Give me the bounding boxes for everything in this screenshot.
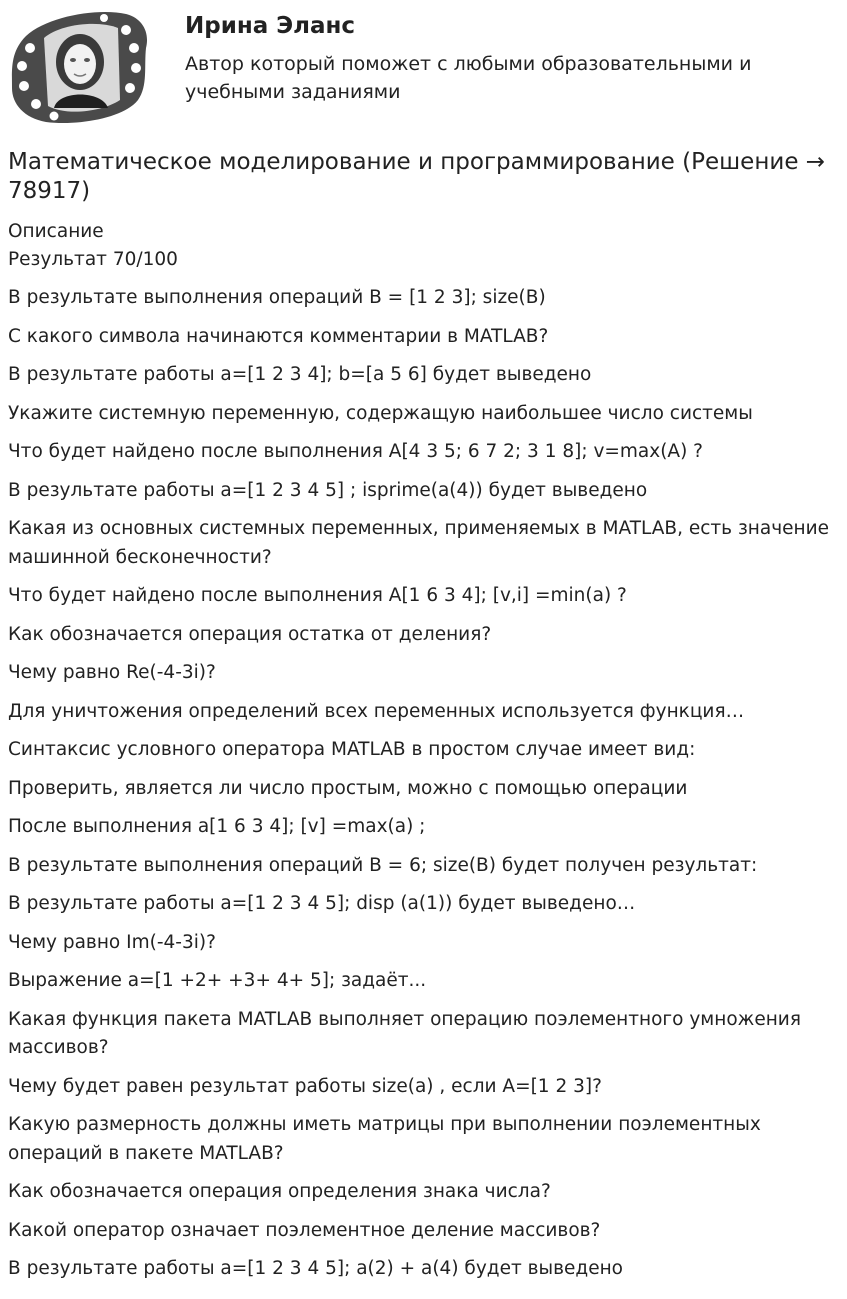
question-item: В результате работы a=[1 2 3 4 5]; disp (a(1)) будет выведено… — [8, 893, 636, 914]
author-description: Автор который поможет с любыми образовательными и учебными заданиями — [185, 53, 752, 103]
question-item: Что будет найдено после выполнения A[1 6 3 4]; [v,i] =min(a) ? — [8, 585, 627, 606]
question-item: Проверить, является ли число простым, можно с помощью операции — [8, 777, 688, 799]
author-avatar — [8, 8, 150, 126]
question-item: В результате работы a=[1 2 3 4]; b=[a 5 6] будет выведено — [8, 364, 592, 385]
result-text: Результат 70/100 — [8, 249, 178, 270]
question-item: Какая функция пакета MATLAB выполняет операцию поэлементного умножения массивов? — [8, 1008, 801, 1058]
question-item: Выражение a=[1 +2+ +3+ 4+ 5]; задаёт... — [8, 970, 427, 991]
question-item: Чему будет равен результат работы size(a) , если A=[1 2 3]? — [8, 1075, 602, 1097]
question-item: В результате работы a=[1 2 3 4 5]; a(2) + a(4) будет выведено — [8, 1258, 623, 1279]
question-item: С какого символа начинаются комментарии в MATLAB? — [8, 325, 549, 347]
question-item: После выполнения a[1 6 3 4]; [v] =max(a) ; — [8, 816, 426, 837]
question-item: Какую размерность должны иметь матрицы при выполнении поэлементных операций в пакете MATLAB? — [8, 1114, 761, 1164]
question-item: Чему равно Re(-4-3i)? — [8, 662, 216, 683]
main-content — [8, 148, 838, 1294]
question-item: Синтаксис условного оператора MATLAB в простом случае имеет вид: — [8, 739, 696, 760]
question-item: В результате выполнения операций B = 6; size(B) будет получен результат: — [8, 854, 758, 876]
description-label: Описание — [8, 221, 104, 242]
question-item: Как обозначается операция остатка от деления? — [8, 623, 492, 645]
question-item: Какая из основных системных переменных, применяемых в MATLAB, есть значение машинной бесконечности? — [8, 518, 830, 568]
question-list — [8, 284, 838, 1284]
question-item: Как обозначается операция определения знака числа? — [8, 1181, 551, 1202]
question-item: Для уничтожения определений всех переменных используется функция… — [8, 700, 745, 722]
question-item: Укажите системную переменную, содержащую наибольшее число системы — [8, 402, 753, 424]
author-name: Ирина Эланс — [185, 13, 356, 39]
question-item: Какой оператор означает поэлементное деление массивов? — [8, 1219, 601, 1241]
author-header — [0, 0, 847, 140]
page-title: Математическое моделирование и программирование (Решение → 78917) — [8, 149, 826, 204]
question-item: В результате выполнения операций B = [1 2 3]; size(B) — [8, 287, 546, 308]
question-item: Чему равно Im(-4-3i)? — [8, 931, 216, 953]
question-item: В результате работы a=[1 2 3 4 5] ; isprime(a(4)) будет выведено — [8, 479, 648, 501]
question-item: Что будет найдено после выполнения A[4 3 5; 6 7 2; 3 1 8]; v=max(A) ? — [8, 441, 703, 462]
